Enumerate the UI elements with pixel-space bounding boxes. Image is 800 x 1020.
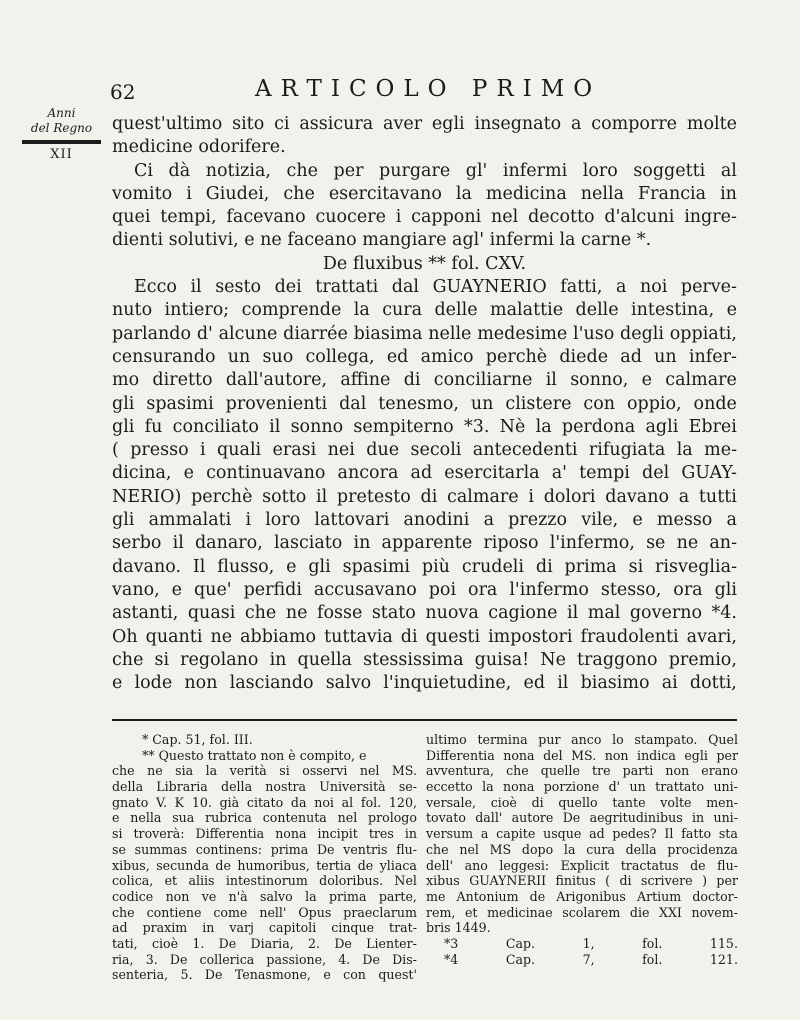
body-text-line: gli fu conciliato il sonno sempiterno *3. Nè la perdona agli Ebrei xyxy=(112,416,737,437)
body-text-line: dicina, e continuavano ancora ad esercitarla a' tempi del GUAY- xyxy=(112,463,737,484)
footnote-line: che ne sia la verità si osservi nel MS. xyxy=(112,763,417,779)
body-text-line: e lode non lasciando salvo l'inquietudine, ed il biasimo ai dotti, xyxy=(112,673,737,694)
footnote-line: senteria, 5. De Tenasmone, e con quest' xyxy=(112,967,417,983)
running-title: ARTICOLO PRIMO xyxy=(255,76,602,102)
margin-reign-year: XII xyxy=(50,147,73,162)
footnote-line: della Libraria della nostra Università se- xyxy=(112,779,417,795)
margin-label-regno: del Regno xyxy=(30,121,93,135)
footnote-line: *4 Cap. 7, fol. 121. xyxy=(444,951,738,967)
margin-label-anni: Anni xyxy=(47,106,76,120)
footnotes-right-column xyxy=(426,732,738,967)
footnote-line: bris 1449. xyxy=(426,920,491,936)
main-text-body xyxy=(112,113,737,695)
footnote-line: se summas continens: prima De ventris flu- xyxy=(112,841,417,857)
body-text-line: davano. Il flusso, e gli spasimi più crudeli di prima si risveglia- xyxy=(112,556,737,577)
footnote-line: colica, et aliis intestinorum doloribus. Nel xyxy=(112,873,417,889)
footnote-line: gnato V. K 10. già citato da noi al fol. 120, xyxy=(112,794,417,810)
footnote-line: *3 Cap. 1, fol. 115. xyxy=(444,935,738,951)
body-text-line: vano, e que' perfidi accusavano poi ora l'infermo stesso, ora gli xyxy=(112,579,737,600)
footnote-line: e nella sua rubrica contenuta nel prologo xyxy=(112,810,417,826)
body-text-line: Ecco il sesto dei trattati dal GUAYNERIO fatti, a noi perve- xyxy=(134,277,737,298)
body-text-line: nuto intiero; comprende la cura delle malattie delle intestina, e xyxy=(112,300,737,321)
footnote-line: tati, cioè 1. De Diaria, 2. De Lienter- xyxy=(112,935,417,951)
footnote-line: dell' ano leggesi: Explicit tractatus de flu- xyxy=(426,857,738,873)
footnote-line: versum a capite usque ad pedes? Il fatto sta xyxy=(426,826,738,842)
page-number: 62 xyxy=(110,80,136,104)
footnote-line: ria, 3. De collerica passione, 4. De Dis- xyxy=(112,951,417,967)
footnote-line: ** Questo trattato non è compito, e xyxy=(142,747,367,763)
body-text-line: ( presso i quali erasi nei due secoli antecedenti rifugiata la me- xyxy=(112,440,737,461)
body-text-line: quest'ultimo sito ci assicura aver egli insegnato a comporre molte xyxy=(112,114,737,134)
footnote-rule xyxy=(112,719,737,721)
body-text-line: Ci dà notizia, che per purgare gl' infermi loro soggetti al xyxy=(134,160,737,181)
footnotes-left-column xyxy=(112,732,417,983)
body-text-line: quei tempi, facevano cuocere i capponi nel decotto d'alcuni ingre- xyxy=(112,207,737,228)
footnote-line: versale, cioè di quello tante volte men- xyxy=(426,794,738,810)
footnote-line: avventura, che quelle tre parti non erano xyxy=(426,763,738,779)
footnote-line: xibus, secunda de humoribus, tertia de yliaca xyxy=(112,857,417,873)
footnote-line: me Antonium de Arigonibus Artium doctor- xyxy=(426,888,738,904)
footnote-line: che nel MS dopo la cura della procidenza xyxy=(426,841,738,857)
body-text-line: astanti, quasi che ne fosse stato nuova cagione il mal governo *4. xyxy=(112,603,737,624)
body-text-line: gli ammalati i loro lattovari anodini a prezzo vile, e messo a xyxy=(112,510,737,531)
body-text-line: vomito i Giudei, che esercitavano la medicina nella Francia in xyxy=(112,183,737,204)
footnote-line: codice non ve n'à salvo la prima parte, xyxy=(112,888,417,904)
footnote-line: Differentia nona del MS. non indica egli per xyxy=(426,747,738,763)
footnote-line: ad praxim in varj capitoli cinque trat- xyxy=(112,920,417,936)
footnote-line: si troverà: Differentia nona incipit tres in xyxy=(112,826,417,842)
body-text-line: parlando d' alcune diarrée biasima nelle medesime l'uso degli oppiati, xyxy=(112,323,737,344)
footnote-line: che contiene come nell' Opus praeclarum xyxy=(112,904,417,920)
margin-note xyxy=(14,106,109,162)
footnote-line: rem, et medicinae scolarem die XXI novem- xyxy=(426,904,738,920)
body-text-line: gli spasimi provenienti dal tenesmo, un clistere con oppio, onde xyxy=(112,393,737,414)
body-text-line: mo diretto dall'autore, affine di conciliarne il sonno, e calmare xyxy=(112,370,737,391)
body-text-line: serbo il danaro, lasciato in apparente riposo l'infermo, se ne an- xyxy=(112,533,737,554)
body-text-line: Oh quanti ne abbiamo tuttavia di questi impostori fraudolenti avari, xyxy=(112,626,737,647)
footnote-line: eccetto la nona porzione d' un trattato uni- xyxy=(426,779,738,795)
margin-rule xyxy=(22,140,101,144)
body-text-line: NERIO) perchè sotto il pretesto di calmare i dolori davano a tutti xyxy=(112,486,737,507)
body-text-line: medicine odorifere. xyxy=(112,137,286,158)
body-text-line: dienti solutivi, e ne faceano mangiare agl' infermi la carne *. xyxy=(112,230,652,251)
body-text-line: che si regolano in quella stessissima guisa! Ne traggono premio, xyxy=(112,649,737,670)
footnote-line: xibus GUAYNERII finitus ( di scrivere ) per xyxy=(426,873,738,889)
footnote-line: ultimo termina pur anco lo stampato. Quel xyxy=(426,732,738,747)
footnote-line: tovato dall' autore De aegritudinibus in uni- xyxy=(426,810,738,826)
body-text-line: De fluxibus ** fol. CXV. xyxy=(322,253,527,274)
body-text-line: censurando un suo collega, ed amico perchè diede ad un infer- xyxy=(112,346,737,367)
footnote-line: * Cap. 51, fol. III. xyxy=(142,732,253,747)
